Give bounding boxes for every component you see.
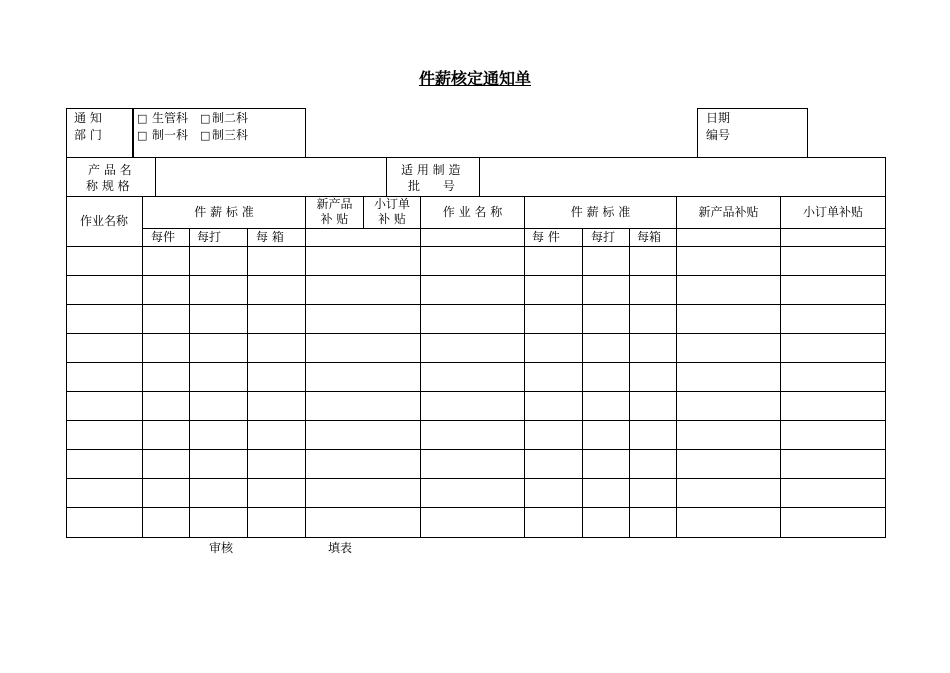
- batch-label-1: 适 用 制 造: [401, 163, 461, 177]
- new-product-header-left-1: 新产品: [316, 197, 353, 211]
- product-name-field[interactable]: [157, 159, 385, 195]
- batch-number-field[interactable]: [481, 159, 883, 195]
- job-name-header-right: 作 业 名 称: [442, 205, 503, 219]
- number-label: 编号: [706, 128, 731, 142]
- per-box-left: 每 箱: [256, 230, 284, 244]
- per-piece-right: 每 件: [532, 230, 560, 244]
- rate-standard-header-left: 件 薪 标 准: [194, 205, 254, 219]
- form-title: 件薪核定通知单: [418, 69, 531, 88]
- per-dozen-right: 每打: [591, 230, 616, 244]
- notify-label-1: 通 知: [74, 111, 102, 125]
- fill-label: 填表: [328, 541, 353, 555]
- checkbox-shengguan[interactable]: □: [137, 112, 148, 125]
- option-zhier: 制二科: [212, 111, 249, 125]
- new-product-header-right: 新产品补贴: [698, 205, 759, 219]
- date-label: 日期: [706, 111, 731, 125]
- new-product-header-left-2: 补 贴: [320, 212, 349, 226]
- review-label: 审核: [209, 541, 234, 555]
- checkbox-zhisan[interactable]: □: [200, 129, 211, 142]
- option-shengguan: 生管科: [152, 111, 189, 125]
- option-zhiyi: 制一科: [152, 128, 189, 142]
- per-box-right: 每箱: [637, 230, 662, 244]
- checkbox-zhiyi[interactable]: □: [137, 129, 148, 142]
- job-name-header-left: 作业名称: [79, 214, 128, 228]
- per-piece-left: 每件: [151, 230, 176, 244]
- product-name-label-2: 称 规 格: [86, 179, 130, 193]
- notify-label-2: 部 门: [74, 128, 102, 142]
- small-order-header-left-1: 小订单: [373, 197, 410, 211]
- batch-label-2: 批 号: [408, 179, 455, 193]
- checkbox-zhier[interactable]: □: [200, 112, 211, 125]
- per-dozen-left: 每打: [197, 230, 222, 244]
- small-order-header-right: 小订单补贴: [802, 205, 863, 219]
- product-name-label-1: 产 品 名: [88, 163, 132, 177]
- rate-standard-header-right: 件 薪 标 准: [570, 205, 631, 219]
- small-order-header-left-2: 补 贴: [378, 212, 406, 226]
- option-zhisan: 制三科: [212, 128, 249, 142]
